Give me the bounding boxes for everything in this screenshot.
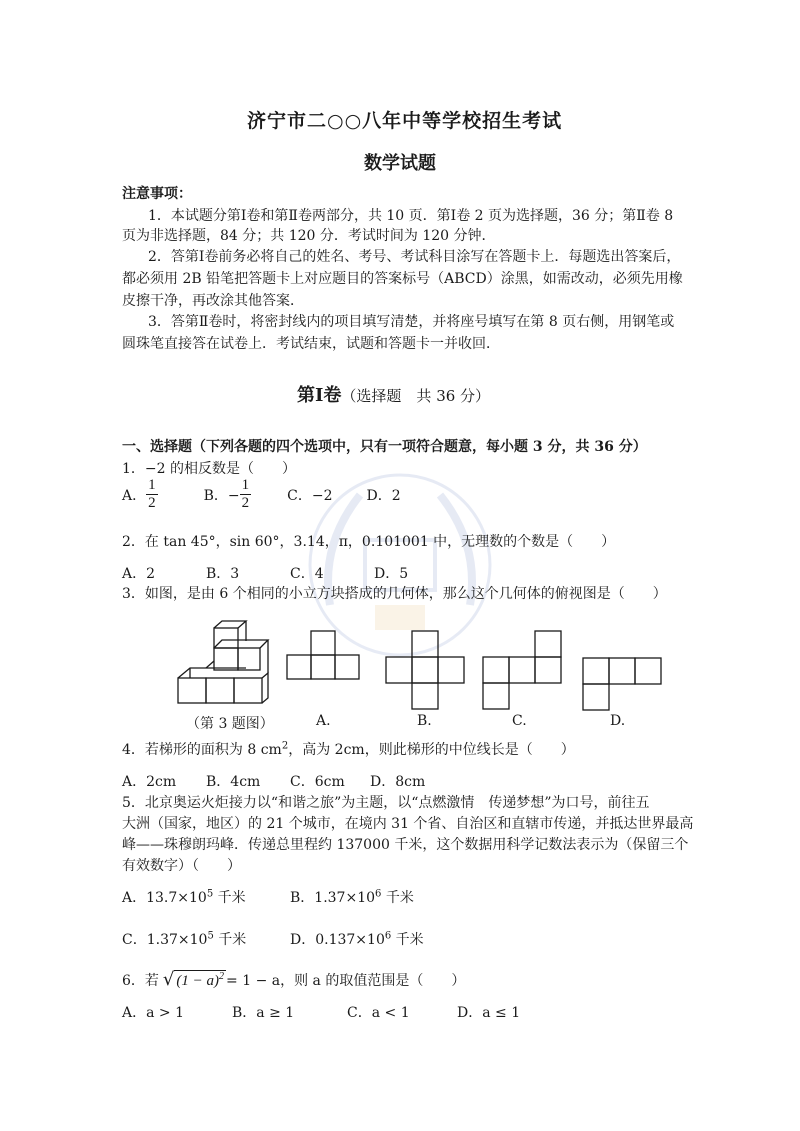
- q5-option-d: [290, 929, 424, 949]
- q1-options: [122, 477, 401, 512]
- q5-c-sup: 5: [207, 930, 214, 942]
- q4-option-c: C．6cm: [290, 774, 345, 790]
- q2-option-d: D．5: [374, 566, 409, 582]
- q1-option-c: C．−2: [287, 487, 333, 504]
- q6-option-a: A．a > 1: [122, 1005, 184, 1021]
- q4-stem-pre: 4．若梯形的面积为 8 cm: [122, 742, 282, 758]
- q5-a-pre: A．13.7×10: [122, 890, 207, 906]
- notice-line: 1．本试题分第Ⅰ卷和第Ⅱ卷两部分，共 10 页．第Ⅰ卷 2 页为选择题，36 分；第Ⅱ卷 8: [148, 208, 674, 224]
- notice-heading: 注意事项：: [122, 186, 192, 202]
- q4-option-d: D．8cm: [370, 774, 426, 790]
- q6-radicand-text: (1 − a): [176, 972, 220, 989]
- q1-a-numerator: 1: [148, 477, 156, 493]
- q5-line: 5．北京奥运火炬接力以“和谐之旅”为主题，以“点燃激情 传递梦想”为口号，前往五: [122, 795, 650, 811]
- q6-radicand-sup: 2: [219, 970, 225, 982]
- q5-line: 有效数字）（ ）: [122, 858, 241, 874]
- q5-d-post: 千米: [391, 932, 424, 948]
- q5-option-a: [122, 887, 246, 907]
- q5-option-b: [290, 887, 414, 907]
- q1-option-d: D．2: [366, 487, 401, 504]
- q6-stem-mid: = 1 − a，则 a 的取值范围是（ ）: [226, 972, 466, 989]
- q3-option-d-figure: [583, 658, 663, 713]
- q6-option-c: C．a < 1: [347, 1005, 410, 1021]
- q3-option-b-figure: [386, 631, 466, 711]
- section-title: [297, 381, 490, 407]
- section-note: （选择题 共 36 分）: [341, 387, 491, 405]
- q1-a-denominator: 2: [148, 495, 156, 511]
- q5-b-pre: B．1.37×10: [290, 890, 376, 906]
- q3-label-b: B.: [417, 713, 432, 729]
- part-heading: 一、选择题（下列各题的四个选项中，只有一项符合题意，每小题 3 分，共 36 分）: [122, 439, 647, 455]
- q4-stem: [122, 739, 575, 759]
- q3-cube-figure: [176, 628, 276, 708]
- q6-stem: [122, 969, 465, 990]
- q4-option-a: A．2cm: [122, 774, 177, 790]
- q3-option-a-figure: [287, 631, 367, 681]
- q3-option-c-figure: [483, 631, 563, 711]
- q5-line: 大洲（国家，地区）的 21 个城市，在境内 31 个省、自治区和直辖市传递，并抵达世界最高: [122, 816, 694, 832]
- q6-stem-pre: 6．若: [122, 972, 159, 989]
- q6-option-d: D．a ≤ 1: [457, 1005, 521, 1021]
- q6-radicand: [174, 970, 226, 990]
- notice-line: 3．答第Ⅱ卷时，将密封线内的项目填写清楚，并将座号填写在第 8 页右侧，用钢笔或: [148, 314, 675, 330]
- q5-a-post: 千米: [213, 890, 246, 906]
- q4-stem-sup: 2: [281, 740, 289, 752]
- q1-option-b-label: B．−: [203, 487, 240, 504]
- q3-label-d: D.: [610, 713, 626, 729]
- q3-stem: 3．如图，是由 6 个相同的小立方块搭成的几何体，那么这个几何体的俯视图是（ ）: [122, 586, 667, 602]
- q1-b-denominator: 2: [241, 495, 250, 511]
- notice-line: 圆珠笔直接答在试卷上．考试结束，试题和答题卡一并收回．: [122, 336, 500, 352]
- subject-title: 数学试题: [364, 153, 436, 174]
- q1-b-numerator: 1: [241, 477, 250, 493]
- q5-c-post: 千米: [213, 932, 247, 948]
- q4-stem-post: ，高为 2cm，则此梯形的中位线长是（ ）: [288, 742, 575, 758]
- q3-label-a: A.: [316, 713, 331, 729]
- q1-stem: 1．−2 的相反数是（ ）: [122, 461, 296, 477]
- notice-line: 页为非选择题，84 分；共 120 分．考试时间为 120 分钟．: [122, 228, 496, 244]
- exam-title: 济宁市二○○八年中等学校招生考试: [247, 110, 563, 132]
- q2-option-a: A．2: [122, 566, 156, 582]
- q5-d-sup: 6: [384, 930, 392, 942]
- notice-line: 皮擦干净，再改涂其他答案．: [122, 293, 304, 309]
- notice-line: 2．答第Ⅰ卷前务必将自己的姓名、考号、考试科目涂写在答题卡上．每题选出答案后，: [148, 249, 681, 265]
- q4-option-b: B．4cm: [206, 774, 261, 790]
- q1-option-b-fraction: [240, 477, 252, 512]
- q6-sqrt-sign: √: [162, 969, 175, 990]
- q6-option-b: B．a ≥ 1: [232, 1005, 295, 1021]
- q2-option-b: B．3: [206, 566, 240, 582]
- q1-option-a-fraction: [146, 477, 158, 512]
- q5-option-c: [122, 929, 246, 949]
- q5-c-pre: C．1.37×10: [122, 932, 208, 948]
- section-name: 第Ⅰ卷: [297, 385, 342, 406]
- q2-stem: 2．在 tan 45°，sin 60°，3.14，π，0.101001 中，无理数的个数是（ ）: [122, 534, 616, 550]
- q1-option-a-label: A．: [122, 487, 147, 504]
- q5-d-pre: D．0.137×10: [290, 932, 385, 948]
- q5-b-post: 千米: [381, 890, 414, 906]
- q3-label-c: C.: [512, 713, 527, 729]
- q5-b-sup: 6: [375, 888, 382, 900]
- q2-option-c: C．4: [290, 566, 324, 582]
- q3-figure-caption: （第 3 题图）: [186, 716, 274, 732]
- notice-line: 都必须用 2B 铅笔把答题卡上对应题目的答案标号（ABCD）涂黑，如需改动，必须先用橡: [122, 271, 683, 287]
- q5-line: 峰——珠穆朗玛峰．传递总里程约 137000 千米，这个数据用科学记数法表示为（保留三个: [122, 837, 689, 853]
- q5-a-sup: 5: [206, 888, 214, 900]
